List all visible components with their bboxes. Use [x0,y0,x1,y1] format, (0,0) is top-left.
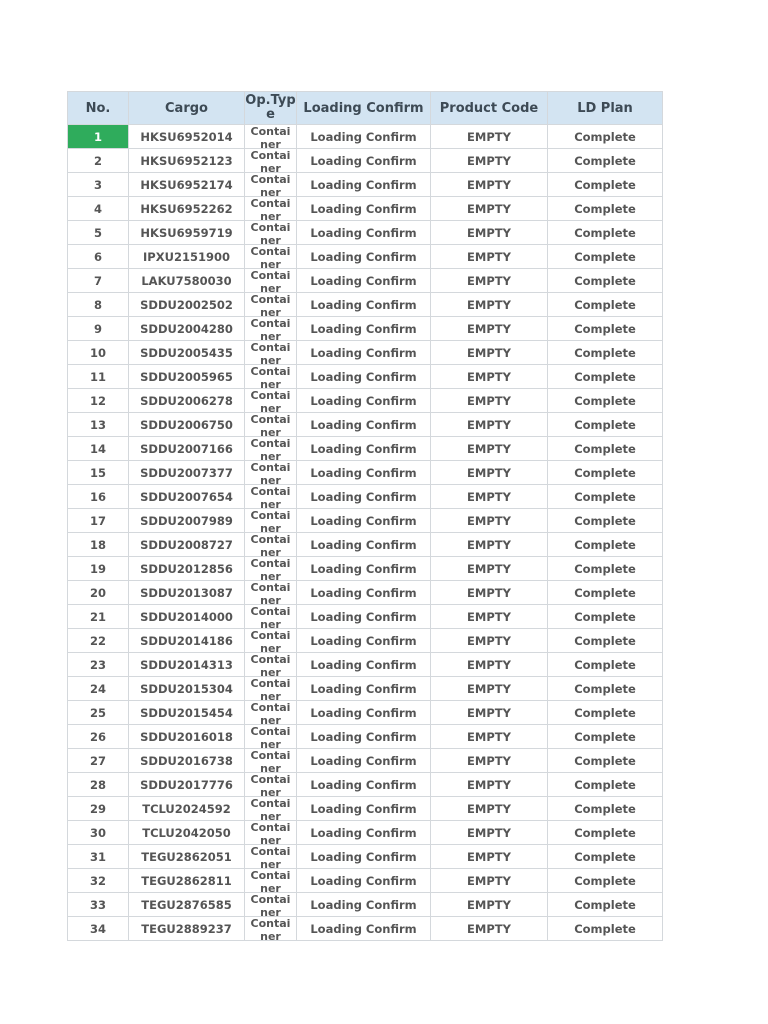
table-row[interactable] [68,677,663,701]
cell-op-type[interactable] [245,341,297,365]
table-row[interactable] [68,245,663,269]
cell-cargo[interactable]: SDDU2005435 [129,341,245,365]
cell-op-type[interactable] [245,269,297,293]
cell-cargo[interactable]: TEGU2862051 [129,845,245,869]
cell-op-type-text: Container [250,293,291,316]
cell-loading-confirm[interactable]: Loading Confirm [297,365,431,389]
cell-op-type[interactable] [245,773,297,797]
cell-product-code[interactable]: EMPTY [431,221,548,245]
cell-op-type-text: Container [250,605,291,628]
cell-ld-plan[interactable]: Complete [548,341,663,365]
table-row[interactable] [68,365,663,389]
header-row [68,92,663,125]
cell-cargo[interactable]: SDDU2004280 [129,317,245,341]
cell-cargo[interactable]: SDDU2013087 [129,581,245,605]
table-row[interactable] [68,821,663,845]
cell-op-type[interactable] [245,749,297,773]
table-row[interactable] [68,197,663,221]
table-row[interactable] [68,845,663,869]
cell-loading-confirm[interactable]: Loading Confirm [297,629,431,653]
cell-op-type-text: Container [250,893,291,916]
cell-product-code[interactable]: EMPTY [431,869,548,893]
cell-op-type-text: Container [250,821,291,844]
cell-no[interactable]: 17 [68,509,129,533]
cell-loading-confirm[interactable]: Loading Confirm [297,581,431,605]
cell-op-type-text: Container [250,917,291,940]
cell-ld-plan[interactable]: Complete [548,221,663,245]
cell-no[interactable]: 27 [68,749,129,773]
cell-cargo[interactable]: SDDU2007166 [129,437,245,461]
table-row[interactable] [68,917,663,941]
cell-product-code[interactable]: EMPTY [431,413,548,437]
cell-cargo[interactable]: LAKU7580030 [129,269,245,293]
cell-loading-confirm[interactable]: Loading Confirm [297,317,431,341]
column-header-no[interactable]: No. [68,92,129,125]
cell-op-type[interactable] [245,317,297,341]
cell-op-type[interactable] [245,725,297,749]
cell-op-type[interactable] [245,605,297,629]
cell-product-code[interactable]: EMPTY [431,317,548,341]
cell-op-type[interactable] [245,917,297,941]
cell-product-code[interactable]: EMPTY [431,341,548,365]
cell-op-type-text: Container [250,773,291,796]
cell-cargo[interactable]: TEGU2876585 [129,893,245,917]
cell-no[interactable]: 32 [68,869,129,893]
cell-no[interactable]: 14 [68,437,129,461]
cell-cargo[interactable]: SDDU2014186 [129,629,245,653]
cell-cargo[interactable]: HKSU6952262 [129,197,245,221]
cell-ld-plan[interactable]: Complete [548,797,663,821]
table-row[interactable] [68,437,663,461]
cell-ld-plan[interactable]: Complete [548,365,663,389]
cell-loading-confirm[interactable]: Loading Confirm [297,389,431,413]
cell-op-type-text: Container [250,173,291,196]
cell-ld-plan[interactable]: Complete [548,845,663,869]
cell-op-type-text: Container [250,341,291,364]
cell-ld-plan[interactable]: Complete [548,821,663,845]
cell-ld-plan[interactable]: Complete [548,245,663,269]
cell-ld-plan[interactable]: Complete [548,149,663,173]
cell-loading-confirm[interactable]: Loading Confirm [297,245,431,269]
table-row[interactable] [68,893,663,917]
cell-op-type[interactable] [245,437,297,461]
cell-ld-plan[interactable]: Complete [548,725,663,749]
cell-cargo[interactable]: TEGU2862811 [129,869,245,893]
table-row[interactable] [68,533,663,557]
cell-op-type[interactable] [245,845,297,869]
table-row[interactable] [68,581,663,605]
cell-cargo[interactable]: SDDU2016738 [129,749,245,773]
cell-op-type-text: Container [250,389,291,412]
column-header-ld-plan[interactable]: LD Plan [548,92,663,125]
cell-product-code[interactable]: EMPTY [431,773,548,797]
cell-product-code[interactable]: EMPTY [431,653,548,677]
table-row[interactable] [68,269,663,293]
cell-no[interactable]: 12 [68,389,129,413]
cell-op-type[interactable] [245,509,297,533]
cell-ld-plan[interactable]: Complete [548,125,663,149]
cell-product-code[interactable]: EMPTY [431,893,548,917]
cell-ld-plan[interactable]: Complete [548,461,663,485]
cell-ld-plan[interactable]: Complete [548,437,663,461]
cell-no[interactable]: 18 [68,533,129,557]
cell-product-code[interactable]: EMPTY [431,389,548,413]
cell-product-code[interactable]: EMPTY [431,677,548,701]
cell-op-type-text: Container [250,749,291,772]
cell-op-type-text: Container [250,797,291,820]
cell-cargo[interactable]: SDDU2006278 [129,389,245,413]
cell-op-type[interactable] [245,701,297,725]
cell-product-code[interactable]: EMPTY [431,845,548,869]
table-row[interactable] [68,773,663,797]
cell-no[interactable]: 23 [68,653,129,677]
cell-ld-plan[interactable]: Complete [548,293,663,317]
cell-op-type-text: Container [250,197,291,220]
cell-cargo[interactable]: SDDU2002502 [129,293,245,317]
cell-ld-plan[interactable]: Complete [548,701,663,725]
cell-cargo[interactable]: SDDU2015454 [129,701,245,725]
cell-cargo[interactable]: HKSU6952014 [129,125,245,149]
cell-product-code[interactable]: EMPTY [431,605,548,629]
cell-product-code[interactable]: EMPTY [431,533,548,557]
cell-ld-plan[interactable]: Complete [548,773,663,797]
cell-cargo[interactable]: TCLU2024592 [129,797,245,821]
cell-no[interactable]: 1 [68,125,129,149]
cell-no[interactable]: 6 [68,245,129,269]
cell-no[interactable]: 2 [68,149,129,173]
cell-op-type-text: Container [250,245,291,268]
table-row[interactable] [68,461,663,485]
cell-product-code[interactable]: EMPTY [431,269,548,293]
cell-ld-plan[interactable]: Complete [548,677,663,701]
cell-cargo[interactable]: HKSU6952123 [129,149,245,173]
cell-ld-plan[interactable]: Complete [548,917,663,941]
cell-cargo[interactable]: IPXU2151900 [129,245,245,269]
cell-loading-confirm[interactable]: Loading Confirm [297,845,431,869]
cell-loading-confirm[interactable]: Loading Confirm [297,125,431,149]
cell-ld-plan[interactable]: Complete [548,509,663,533]
cell-cargo[interactable]: SDDU2012856 [129,557,245,581]
cell-op-type-text: Container [250,653,291,676]
cell-no[interactable]: 15 [68,461,129,485]
cell-op-type-text: Container [250,701,291,724]
cell-cargo[interactable]: SDDU2014000 [129,605,245,629]
cell-op-type-text: Container [250,581,291,604]
cell-loading-confirm[interactable]: Loading Confirm [297,197,431,221]
cell-product-code[interactable]: EMPTY [431,701,548,725]
cell-no[interactable]: 33 [68,893,129,917]
cell-ld-plan[interactable]: Complete [548,197,663,221]
table-row[interactable] [68,869,663,893]
cell-loading-confirm[interactable]: Loading Confirm [297,653,431,677]
table-row[interactable] [68,629,663,653]
cell-loading-confirm[interactable]: Loading Confirm [297,533,431,557]
cell-no[interactable]: 7 [68,269,129,293]
cell-op-type[interactable] [245,245,297,269]
cell-op-type[interactable] [245,653,297,677]
cell-product-code[interactable]: EMPTY [431,557,548,581]
cell-loading-confirm[interactable]: Loading Confirm [297,413,431,437]
cell-op-type[interactable] [245,797,297,821]
cell-no[interactable]: 4 [68,197,129,221]
cell-no[interactable]: 25 [68,701,129,725]
cell-cargo[interactable]: HKSU6952174 [129,173,245,197]
cell-ld-plan[interactable]: Complete [548,605,663,629]
cell-product-code[interactable]: EMPTY [431,365,548,389]
cell-cargo[interactable]: SDDU2007989 [129,509,245,533]
cell-cargo[interactable]: TCLU2042050 [129,821,245,845]
cell-op-type-text: Container [250,269,291,292]
cell-op-type-text: Container [250,149,291,172]
cell-cargo[interactable]: SDDU2016018 [129,725,245,749]
cell-op-type-text: Container [250,317,291,340]
cell-cargo[interactable]: HKSU6959719 [129,221,245,245]
cell-op-type-text: Container [250,509,291,532]
cell-no[interactable]: 31 [68,845,129,869]
cell-op-type-text: Container [250,221,291,244]
column-header-loading-confirm[interactable]: Loading Confirm [297,92,431,125]
cell-loading-confirm[interactable]: Loading Confirm [297,605,431,629]
cell-op-type[interactable] [245,557,297,581]
cell-product-code[interactable]: EMPTY [431,629,548,653]
cell-op-type-text: Container [250,413,291,436]
table-row[interactable] [68,293,663,317]
cell-ld-plan[interactable]: Complete [548,653,663,677]
cell-product-code[interactable]: EMPTY [431,461,548,485]
cell-product-code[interactable]: EMPTY [431,581,548,605]
cell-loading-confirm[interactable]: Loading Confirm [297,773,431,797]
cell-ld-plan[interactable]: Complete [548,269,663,293]
cell-op-type[interactable] [245,485,297,509]
cell-no[interactable]: 19 [68,557,129,581]
cargo-grid [67,91,663,941]
table-row[interactable] [68,413,663,437]
cell-op-type[interactable] [245,533,297,557]
cell-ld-plan[interactable]: Complete [548,749,663,773]
cell-op-type[interactable] [245,173,297,197]
cell-op-type[interactable] [245,365,297,389]
cell-ld-plan[interactable]: Complete [548,173,663,197]
cell-loading-confirm[interactable]: Loading Confirm [297,557,431,581]
cell-ld-plan[interactable]: Complete [548,893,663,917]
cell-ld-plan[interactable]: Complete [548,557,663,581]
cell-cargo[interactable]: SDDU2006750 [129,413,245,437]
cell-no[interactable]: 26 [68,725,129,749]
table-row[interactable] [68,389,663,413]
table-row[interactable] [68,653,663,677]
cell-no[interactable]: 28 [68,773,129,797]
cell-op-type[interactable] [245,149,297,173]
table-row[interactable] [68,509,663,533]
cell-op-type-text: Container [250,869,291,892]
column-header-cargo[interactable]: Cargo [129,92,245,125]
cell-product-code[interactable]: EMPTY [431,125,548,149]
cell-product-code[interactable]: EMPTY [431,485,548,509]
table-row[interactable] [68,317,663,341]
cell-op-type[interactable] [245,125,297,149]
table-row[interactable] [68,125,663,149]
table-row[interactable] [68,701,663,725]
cell-op-type-text: Container [250,677,291,700]
cell-op-type[interactable] [245,581,297,605]
cell-op-type[interactable] [245,389,297,413]
cell-product-code[interactable]: EMPTY [431,797,548,821]
cell-op-type[interactable] [245,413,297,437]
cell-no[interactable]: 29 [68,797,129,821]
cell-no[interactable]: 10 [68,341,129,365]
cell-loading-confirm[interactable]: Loading Confirm [297,821,431,845]
cell-loading-confirm[interactable]: Loading Confirm [297,269,431,293]
cell-op-type[interactable] [245,821,297,845]
cell-product-code[interactable]: EMPTY [431,437,548,461]
table-row[interactable] [68,605,663,629]
table-row[interactable] [68,797,663,821]
grid-body [68,125,663,941]
cell-op-type-text: Container [250,365,291,388]
cell-ld-plan[interactable]: Complete [548,413,663,437]
cell-no[interactable]: 3 [68,173,129,197]
cell-no[interactable]: 16 [68,485,129,509]
cell-cargo[interactable]: SDDU2008727 [129,533,245,557]
cell-no[interactable]: 8 [68,293,129,317]
cell-no[interactable]: 13 [68,413,129,437]
cell-loading-confirm[interactable]: Loading Confirm [297,437,431,461]
cell-product-code[interactable]: EMPTY [431,749,548,773]
table-row[interactable] [68,557,663,581]
cell-loading-confirm[interactable]: Loading Confirm [297,797,431,821]
column-header-product-code[interactable]: Product Code [431,92,548,125]
cell-product-code[interactable]: EMPTY [431,509,548,533]
cell-cargo[interactable]: SDDU2007654 [129,485,245,509]
cell-op-type-text: Container [250,533,291,556]
cell-cargo[interactable]: SDDU2005965 [129,365,245,389]
table-row[interactable] [68,749,663,773]
cell-ld-plan[interactable]: Complete [548,581,663,605]
cell-loading-confirm[interactable]: Loading Confirm [297,485,431,509]
cell-op-type-text: Container [250,629,291,652]
cell-no[interactable]: 11 [68,365,129,389]
table-row[interactable] [68,485,663,509]
cell-loading-confirm[interactable]: Loading Confirm [297,725,431,749]
table-row[interactable] [68,221,663,245]
cell-op-type-text: Container [250,725,291,748]
cell-op-type[interactable] [245,461,297,485]
cell-cargo[interactable]: SDDU2017776 [129,773,245,797]
cell-op-type[interactable] [245,893,297,917]
cell-op-type[interactable] [245,677,297,701]
cell-product-code[interactable]: EMPTY [431,149,548,173]
cell-loading-confirm[interactable]: Loading Confirm [297,869,431,893]
cell-cargo[interactable]: SDDU2007377 [129,461,245,485]
cell-ld-plan[interactable]: Complete [548,869,663,893]
cell-op-type[interactable] [245,869,297,893]
cell-loading-confirm[interactable]: Loading Confirm [297,461,431,485]
cell-no[interactable]: 21 [68,605,129,629]
cell-op-type-text: Container [250,557,291,580]
cell-loading-confirm[interactable]: Loading Confirm [297,149,431,173]
cell-product-code[interactable]: EMPTY [431,725,548,749]
column-header-op-type[interactable]: Op.Type [245,92,297,125]
cell-loading-confirm[interactable]: Loading Confirm [297,677,431,701]
table-row[interactable] [68,149,663,173]
cell-op-type-text: Container [250,485,291,508]
cell-ld-plan[interactable]: Complete [548,317,663,341]
cell-op-type-text: Container [250,125,291,148]
cell-no[interactable]: 30 [68,821,129,845]
cell-product-code[interactable]: EMPTY [431,917,548,941]
cell-loading-confirm[interactable]: Loading Confirm [297,749,431,773]
cell-op-type[interactable] [245,197,297,221]
cell-op-type-text: Container [250,437,291,460]
cell-loading-confirm[interactable]: Loading Confirm [297,221,431,245]
cell-ld-plan[interactable]: Complete [548,485,663,509]
table-row[interactable] [68,341,663,365]
cell-ld-plan[interactable]: Complete [548,629,663,653]
cell-op-type[interactable] [245,221,297,245]
cell-no[interactable]: 22 [68,629,129,653]
cell-product-code[interactable]: EMPTY [431,197,548,221]
cell-op-type[interactable] [245,629,297,653]
cell-no[interactable]: 5 [68,221,129,245]
cell-loading-confirm[interactable]: Loading Confirm [297,509,431,533]
cell-product-code[interactable]: EMPTY [431,293,548,317]
cell-loading-confirm[interactable]: Loading Confirm [297,293,431,317]
cell-cargo[interactable]: SDDU2014313 [129,653,245,677]
cell-no[interactable]: 9 [68,317,129,341]
cell-product-code[interactable]: EMPTY [431,821,548,845]
cell-ld-plan[interactable]: Complete [548,389,663,413]
cell-ld-plan[interactable]: Complete [548,533,663,557]
cell-cargo[interactable]: SDDU2015304 [129,677,245,701]
cell-loading-confirm[interactable]: Loading Confirm [297,341,431,365]
cell-op-type[interactable] [245,293,297,317]
table-row[interactable] [68,725,663,749]
cell-product-code[interactable]: EMPTY [431,245,548,269]
cell-loading-confirm[interactable]: Loading Confirm [297,701,431,725]
cell-loading-confirm[interactable]: Loading Confirm [297,917,431,941]
table-row[interactable] [68,173,663,197]
cell-cargo[interactable]: TEGU2889237 [129,917,245,941]
cell-loading-confirm[interactable]: Loading Confirm [297,173,431,197]
cell-product-code[interactable]: EMPTY [431,173,548,197]
cell-op-type-text: Container [250,461,291,484]
cell-loading-confirm[interactable]: Loading Confirm [297,893,431,917]
cell-no[interactable]: 34 [68,917,129,941]
cell-no[interactable]: 24 [68,677,129,701]
cell-no[interactable]: 20 [68,581,129,605]
cell-op-type-text: Container [250,845,291,868]
